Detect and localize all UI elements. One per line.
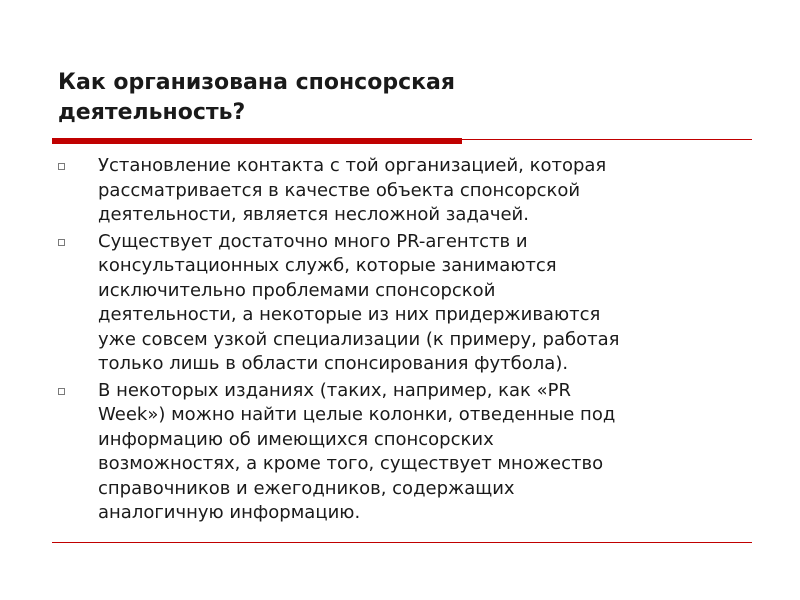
bullet-list [58,154,758,528]
bullet-line: возможностях, а кроме того, существует множество [98,453,604,474]
bullet-item-2 [58,230,758,377]
bullet-item-1 [58,154,758,228]
title-underline-thick [52,138,462,144]
bullet-line: Установление контакта с той организацией, которая [98,155,607,176]
bullet-text [98,379,758,526]
bullet-line: консультационных служб, которые занимаются [98,255,557,276]
bullet-line: информацию об имеющихся спонсорских [98,428,494,450]
bullet-line: аналогичную информацию. [98,502,361,523]
bullet-line: Существует достаточно много PR-агентств и [98,230,528,252]
bullet-line: рассматривается в качестве объекта спонсорской [98,179,581,201]
square-bullet-icon [58,239,65,246]
bullet-line: деятельности, является несложной задачей. [98,204,529,225]
bullet-line: только лишь в области спонсирования футбола). [98,353,569,374]
bullet-line: деятельности, а некоторые из них придерживаются [98,304,601,325]
bullet-line: В некоторых изданиях (таких, например, как «PR [98,379,572,401]
slide-title [58,68,698,128]
square-bullet-icon [58,388,65,395]
bullet-line: Week») можно найти целые колонки, отведенные под [98,404,616,425]
bullet-item-3 [58,379,758,526]
slide-title-line-1: Как организована спонсорская [58,70,456,95]
bullet-text [98,154,758,228]
title-underline-thin [462,139,752,140]
bullet-line: справочников и ежегодников, содержащих [98,477,515,499]
bullet-line: уже совсем узкой специализации (к примеру, работая [98,328,620,350]
bullet-line: исключительно проблемами спонсорской [98,279,496,301]
square-bullet-icon [58,163,65,170]
footer-rule [52,542,752,543]
slide-title-line-2: деятельность? [58,100,246,125]
bullet-text [98,230,758,377]
